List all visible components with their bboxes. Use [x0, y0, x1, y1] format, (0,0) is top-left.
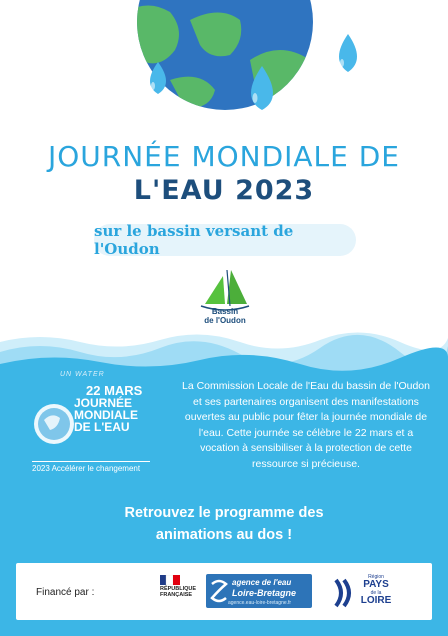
- region-line2: PAYS: [363, 579, 389, 590]
- marianne-logo-icon: [160, 575, 180, 585]
- region-line4: LOIRE: [360, 595, 392, 606]
- un-divider: [32, 461, 150, 462]
- pays-de-la-loire-emblem-icon: [332, 578, 354, 608]
- un-tagline: 2023 Accélérer le changement: [32, 464, 141, 473]
- un-water-globe-icon: [32, 402, 76, 446]
- page-title-line1: JOURNÉE MONDIALE DE: [47, 140, 401, 173]
- agence-eau-emblem-icon: [209, 578, 229, 604]
- republique-line2: FRANÇAISE: [160, 592, 193, 598]
- agence-line1: agence de l'eau: [232, 578, 292, 587]
- un-title-line3: DE L'EAU: [74, 420, 130, 434]
- water-drop-icon: [339, 34, 357, 72]
- region-pays-de-la-loire-logo: [356, 574, 396, 606]
- financed-by-label: Financé par :: [36, 587, 95, 598]
- bassin-logo-label-line1: Bassin: [211, 307, 239, 316]
- bassin-logo-label-line2: de l'Oudon: [204, 316, 246, 325]
- page-title-line2: L'EAU 2023: [133, 175, 315, 206]
- region-line1: Région: [368, 574, 384, 580]
- call-to-action: [0, 502, 448, 546]
- un-water-label: UN WATER: [60, 371, 105, 378]
- un-title: [74, 397, 154, 433]
- agence-url: agence.eau-loire-bretagne.fr: [228, 600, 292, 606]
- description-text: La Commission Locale de l'Eau du bassin de l'Oudon et ses partenaires organisent des manifestations ouvertes au public pour fêter la journée mondiale de l'eau. Cette journée se célèbre le 22 mars et a vocation à sensibiliser à la protection de cette ressource si précieuse.: [182, 380, 430, 470]
- region-line3: de la: [370, 590, 382, 596]
- cta-line2: animations au dos !: [155, 527, 293, 543]
- earth-globe-illustration: [130, 0, 320, 112]
- subtitle: sur le bassin versant de l'Oudon: [94, 222, 294, 258]
- republique-francaise-logo: [160, 586, 196, 598]
- cta-line1: Retrouvez le programme des: [124, 505, 324, 521]
- un-date: 22 MARS: [86, 383, 143, 398]
- subtitle-pill: [94, 224, 356, 256]
- un-title-line2: MONDIALE: [74, 408, 138, 422]
- un-title-line1: JOURNÉE: [74, 396, 133, 410]
- agence-line2: Loire-Bretagne: [232, 588, 297, 598]
- republique-line1: RÉPUBLIQUE: [160, 586, 197, 592]
